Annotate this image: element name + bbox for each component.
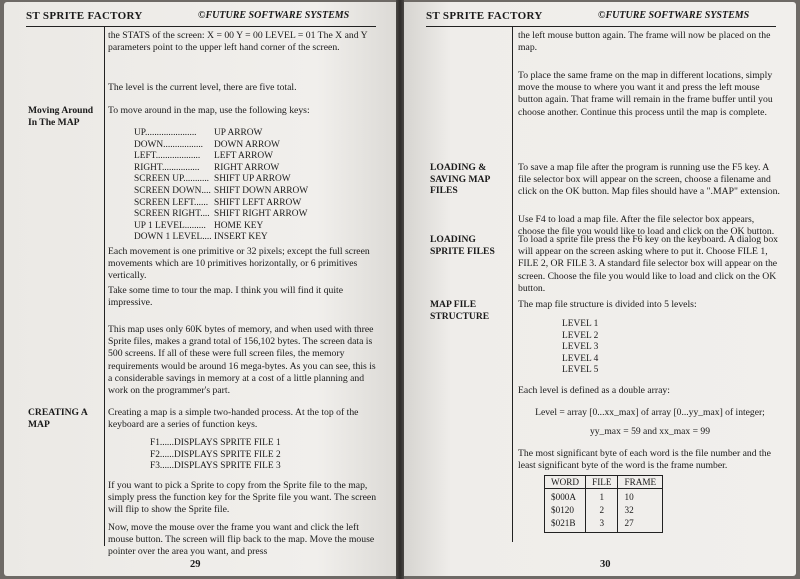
level-item: LEVEL 3 (562, 342, 599, 353)
key-name: UP 1 LEVEL......... (134, 220, 206, 231)
level-item: LEVEL 2 (562, 330, 599, 341)
intro-paragraph: the STATS of the screen: X = 00 Y = 00 LEVEL = 01 The X and Y parameters point to the upper left hand corner of the screen. (108, 30, 368, 54)
column-header: WORD (545, 476, 586, 489)
structure-intro: The map file structure is divided into 5 levels: (518, 299, 697, 310)
array-intro: Each level is defined as a double array: (518, 385, 670, 396)
function-key-list (150, 438, 281, 473)
continued-paragraph: the left mouse button again. The frame will now be placed on the map. (518, 30, 771, 54)
left-page-header (26, 8, 376, 27)
section-heading-moving: Moving Around In The MAP (28, 105, 94, 128)
key-row (134, 151, 308, 163)
moving-intro: To move around in the map, use the following keys: (108, 105, 310, 116)
key-row (134, 232, 308, 244)
table-cell: 1 (586, 489, 618, 505)
key-row (134, 128, 308, 140)
key-row (134, 163, 308, 175)
right-page-header (426, 8, 776, 27)
key-action: SHIFT LEFT ARROW (214, 197, 302, 208)
page-number: 29 (190, 559, 201, 570)
function-key-item: F3......DISPLAYS SPRITE FILE 3 (150, 461, 281, 472)
section-heading-structure: MAP FILE STRUCTURE (430, 299, 490, 322)
column-rule (104, 26, 105, 546)
level-item: LEVEL 5 (562, 365, 599, 376)
key-row (134, 140, 308, 152)
significant-byte-paragraph: The most significant byte of each word is the file number and the least significant byte of the word is the frame number. (518, 448, 771, 472)
key-list (134, 128, 308, 244)
key-name: SCREEN RIGHT.... (134, 209, 210, 220)
left-page (4, 2, 396, 576)
array-formula: Level = array [0...xx_max] of array [0...yy_max] of integer; (535, 407, 765, 418)
tour-paragraph: Take some time to tour the map. I think you will find it quite impressive. (108, 285, 344, 309)
table-cell: 32 (618, 504, 663, 517)
load-map-paragraph: Use F4 to load a map file. After the file selector box appears, choose the file you would like to load and click on the OK button. (518, 214, 775, 238)
column-header: FRAME (618, 476, 663, 489)
word-file-frame-table (544, 475, 663, 533)
level-note: The level is the current level, there are five total. (108, 82, 297, 93)
save-map-paragraph: To save a map file after the program is running use the F5 key. A file selector box will appear on the screen, choose a filename and click on the OK button. Map files should have a ".MAP" extension. (518, 162, 780, 198)
header-title: ST SPRITE FACTORY (26, 10, 143, 22)
table-cell: 3 (586, 517, 618, 533)
table-row (545, 504, 663, 517)
table-row (545, 517, 663, 533)
book-gutter (396, 0, 404, 579)
key-action: LEFT ARROW (214, 151, 273, 162)
table-header-row (545, 476, 663, 489)
column-rule (512, 26, 513, 542)
key-row (134, 174, 308, 186)
key-action: RIGHT ARROW (214, 162, 280, 173)
movement-paragraph: Each movement is one primitive or 32 pixels; except the full screen movements which are 10 primitives horizontally, or 6 primitives vertically. (108, 246, 370, 282)
header-title: ST SPRITE FACTORY (426, 10, 543, 22)
key-action: UP ARROW (214, 128, 263, 138)
creating-intro: Creating a map is a simple two-handed process. At the top of the keyboard are a series of function keys. (108, 407, 359, 431)
table-cell: 27 (618, 517, 663, 533)
table-cell: 10 (618, 489, 663, 505)
key-action: DOWN ARROW (214, 139, 280, 150)
table-cell: $0120 (545, 504, 586, 517)
table-cell: $000A (545, 489, 586, 505)
key-row (134, 186, 308, 198)
key-action: SHIFT UP ARROW (214, 174, 291, 185)
key-name: DOWN................. (134, 139, 204, 150)
array-bounds: yy_max = 59 and xx_max = 99 (589, 426, 711, 437)
key-name: SCREEN UP........... (134, 174, 210, 185)
load-sprite-paragraph: To load a sprite file press the F6 key on the keyboard. A dialog box will appear on the screen asking where to put it. Choose FILE 1, FILE 2, OR FILE 3. A standard file selector box will appear on the screen. Choose the file you would like to load and click on the OK button. (518, 234, 779, 294)
header-publisher: ©FUTURE SOFTWARE SYSTEMS (598, 10, 750, 21)
section-heading-loading-saving: LOADING & SAVING MAP FILES (430, 162, 490, 196)
memory-paragraph: This map uses only 60K bytes of memory, and when used with three Sprite files, makes a grand total of 156,102 bytes. The screen data is 500 screens. If all of these were full screen files, the memory requirements would be around 16 mega-bytes. As you can see, this is a considerable savings in memory at a cost of a little planning and work on the programmer's part. (108, 324, 376, 397)
move-mouse-paragraph: Now, move the mouse over the frame you want and click the left mouse button. The screen will flip back to the map. Move the mouse pointer over the area you want, and press (108, 522, 375, 558)
pick-sprite-paragraph: If you want to pick a Sprite to copy from the Sprite file to the map, simply press the function key for the Sprite file you want. The screen will flip to show the Sprite file. (108, 480, 377, 516)
right-page (404, 2, 796, 576)
key-name: DOWN 1 LEVEL.... (134, 232, 212, 243)
page-number: 30 (600, 559, 611, 570)
section-heading-loading-sprite: LOADING SPRITE FILES (430, 234, 495, 257)
section-heading-creating: CREATING A MAP (28, 407, 88, 430)
place-paragraph: To place the same frame on the map in different locations, simply move the mouse to where you want it and press the left mouse button again. That frame will remain in the frame buffer until you choose another. Continue this process until the map is complete. (518, 70, 773, 118)
key-row (134, 221, 308, 233)
key-name: UP...................... (134, 128, 197, 138)
key-action: SHIFT DOWN ARROW (214, 185, 309, 196)
table-cell: 2 (586, 504, 618, 517)
function-key-item: F1......DISPLAYS SPRITE FILE 1 (150, 438, 281, 448)
key-name: RIGHT................ (134, 162, 200, 173)
level-item: LEVEL 4 (562, 353, 599, 364)
table-cell: $021B (545, 517, 586, 533)
key-name: LEFT................... (134, 151, 201, 162)
key-row (134, 198, 308, 210)
key-action: INSERT KEY (214, 232, 268, 243)
header-publisher: ©FUTURE SOFTWARE SYSTEMS (198, 10, 350, 21)
table-row (545, 489, 663, 505)
key-row (134, 209, 308, 221)
key-name: SCREEN LEFT...... (134, 197, 209, 208)
key-action: HOME KEY (214, 220, 264, 231)
level-item: LEVEL 1 (562, 319, 599, 329)
function-key-item: F2......DISPLAYS SPRITE FILE 2 (150, 449, 281, 460)
key-action: SHIFT RIGHT ARROW (214, 209, 308, 220)
column-header: FILE (586, 476, 618, 489)
level-list (562, 319, 598, 377)
key-name: SCREEN DOWN.... (134, 185, 211, 196)
